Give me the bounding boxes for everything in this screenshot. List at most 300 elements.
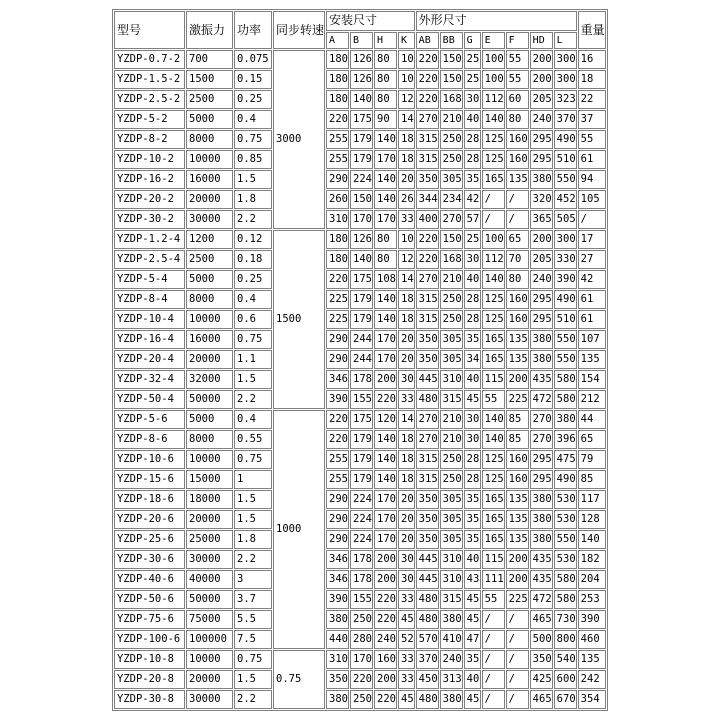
- value-cell: 10000: [186, 150, 233, 169]
- value-cell: 178: [350, 550, 373, 569]
- value-cell: 20000: [186, 350, 233, 369]
- value-cell: 178: [350, 570, 373, 589]
- value-cell: 315: [416, 310, 439, 329]
- model-cell: YZDP-10-6: [114, 450, 185, 469]
- value-cell: 244: [350, 330, 373, 349]
- model-cell: YZDP-10-4: [114, 310, 185, 329]
- value-cell: 125: [482, 450, 505, 469]
- value-cell: 75000: [186, 610, 233, 629]
- value-cell: 3: [234, 570, 272, 589]
- value-cell: 170: [350, 210, 373, 229]
- value-cell: 10: [398, 50, 415, 69]
- value-cell: 600: [554, 670, 577, 689]
- value-cell: 80: [506, 110, 529, 129]
- outline-col-g: G: [464, 32, 481, 49]
- model-cell: YZDP-2.5-2: [114, 90, 185, 109]
- value-cell: 380: [530, 510, 553, 529]
- table-row: [114, 210, 606, 229]
- table-row: [114, 350, 606, 369]
- value-cell: 390: [326, 390, 349, 409]
- value-cell: 14: [398, 270, 415, 289]
- value-cell: 55: [578, 130, 606, 149]
- value-cell: 250: [440, 310, 463, 329]
- table-row: [114, 230, 606, 249]
- value-cell: 35: [464, 530, 481, 549]
- model-cell: YZDP-5-2: [114, 110, 185, 129]
- value-cell: 365: [530, 210, 553, 229]
- value-cell: 47: [464, 630, 481, 649]
- table-row: [114, 270, 606, 289]
- value-cell: 244: [350, 350, 373, 369]
- value-cell: 0.15: [234, 70, 272, 89]
- value-cell: 210: [440, 270, 463, 289]
- outline-col-l: L: [554, 32, 577, 49]
- model-cell: YZDP-5-4: [114, 270, 185, 289]
- value-cell: 320: [530, 190, 553, 209]
- value-cell: 220: [326, 270, 349, 289]
- value-cell: 0.25: [234, 90, 272, 109]
- model-cell: YZDP-8-6: [114, 430, 185, 449]
- value-cell: 1.8: [234, 190, 272, 209]
- table-row: [114, 650, 606, 669]
- value-cell: 225: [326, 290, 349, 309]
- value-cell: 27: [578, 250, 606, 269]
- value-cell: 200: [506, 570, 529, 589]
- value-cell: 55: [506, 50, 529, 69]
- value-cell: 460: [578, 630, 606, 649]
- value-cell: 212: [578, 390, 606, 409]
- value-cell: 435: [530, 550, 553, 569]
- install-col-h: H: [374, 32, 397, 49]
- value-cell: 500: [530, 630, 553, 649]
- value-cell: 30: [464, 250, 481, 269]
- value-cell: 295: [530, 450, 553, 469]
- value-cell: 22: [578, 90, 606, 109]
- value-cell: 255: [326, 150, 349, 169]
- value-cell: 179: [350, 470, 373, 489]
- value-cell: 310: [326, 650, 349, 669]
- value-cell: 354: [578, 690, 606, 709]
- value-cell: 117: [578, 490, 606, 509]
- table-row: [114, 250, 606, 269]
- value-cell: 150: [440, 230, 463, 249]
- value-cell: 480: [416, 390, 439, 409]
- header-install: 安装尺寸: [326, 11, 415, 31]
- value-cell: 125: [482, 130, 505, 149]
- value-cell: 2.2: [234, 210, 272, 229]
- value-cell: 280: [350, 630, 373, 649]
- value-cell: 1.5: [234, 370, 272, 389]
- value-cell: 580: [554, 590, 577, 609]
- value-cell: 30: [464, 410, 481, 429]
- value-cell: 140: [374, 290, 397, 309]
- value-cell: 180: [326, 70, 349, 89]
- table-row: [114, 370, 606, 389]
- value-cell: 200: [506, 370, 529, 389]
- value-cell: 445: [416, 570, 439, 589]
- value-cell: 380: [326, 610, 349, 629]
- value-cell: 490: [554, 130, 577, 149]
- value-cell: 310: [440, 370, 463, 389]
- table-row: [114, 590, 606, 609]
- value-cell: 155: [350, 590, 373, 609]
- value-cell: 250: [440, 450, 463, 469]
- value-cell: /: [506, 610, 529, 629]
- value-cell: 112: [482, 90, 505, 109]
- value-cell: 179: [350, 310, 373, 329]
- value-cell: 80: [374, 250, 397, 269]
- value-cell: 80: [374, 70, 397, 89]
- value-cell: 0.85: [234, 150, 272, 169]
- value-cell: 315: [416, 150, 439, 169]
- value-cell: 1.5: [234, 490, 272, 509]
- value-cell: 380: [440, 610, 463, 629]
- header-outline: 外形尺寸: [416, 11, 577, 31]
- value-cell: 445: [416, 550, 439, 569]
- value-cell: 40: [464, 370, 481, 389]
- table-row: [114, 550, 606, 569]
- value-cell: 170: [374, 330, 397, 349]
- value-cell: 255: [326, 450, 349, 469]
- header-force: 激振力: [186, 11, 233, 49]
- value-cell: 346: [326, 370, 349, 389]
- value-cell: 200: [506, 550, 529, 569]
- install-col-b: B: [350, 32, 373, 49]
- model-cell: YZDP-2.5-4: [114, 250, 185, 269]
- value-cell: 440: [326, 630, 349, 649]
- value-cell: 61: [578, 310, 606, 329]
- value-cell: 5000: [186, 270, 233, 289]
- value-cell: /: [506, 630, 529, 649]
- value-cell: 108: [374, 270, 397, 289]
- value-cell: 160: [374, 650, 397, 669]
- value-cell: 65: [506, 230, 529, 249]
- value-cell: 300: [554, 230, 577, 249]
- value-cell: 390: [326, 590, 349, 609]
- value-cell: 550: [554, 350, 577, 369]
- value-cell: 140: [374, 310, 397, 329]
- value-cell: 160: [506, 290, 529, 309]
- value-cell: 125: [482, 150, 505, 169]
- value-cell: 350: [416, 530, 439, 549]
- value-cell: 140: [374, 450, 397, 469]
- value-cell: 135: [506, 490, 529, 509]
- value-cell: 168: [440, 90, 463, 109]
- value-cell: 35: [464, 490, 481, 509]
- value-cell: 1.5: [234, 670, 272, 689]
- model-cell: YZDP-50-4: [114, 390, 185, 409]
- value-cell: 170: [374, 530, 397, 549]
- value-cell: 160: [506, 470, 529, 489]
- value-cell: 20: [398, 170, 415, 189]
- value-cell: /: [578, 210, 606, 229]
- value-cell: 45: [464, 390, 481, 409]
- value-cell: 37: [578, 110, 606, 129]
- value-cell: 17: [578, 230, 606, 249]
- value-cell: 530: [554, 510, 577, 529]
- speed-cell: 1500: [273, 230, 325, 409]
- value-cell: 18: [578, 70, 606, 89]
- value-cell: 350: [416, 330, 439, 349]
- value-cell: 155: [350, 390, 373, 409]
- value-cell: 32000: [186, 370, 233, 389]
- value-cell: 20: [398, 530, 415, 549]
- value-cell: 204: [578, 570, 606, 589]
- value-cell: 1.5: [234, 510, 272, 529]
- value-cell: 0.6: [234, 310, 272, 329]
- value-cell: 85: [578, 470, 606, 489]
- value-cell: 30: [398, 550, 415, 569]
- value-cell: 25000: [186, 530, 233, 549]
- speed-cell: 3000: [273, 50, 325, 229]
- value-cell: 18: [398, 450, 415, 469]
- value-cell: 370: [554, 110, 577, 129]
- value-cell: 255: [326, 130, 349, 149]
- value-cell: 100: [482, 50, 505, 69]
- value-cell: 0.4: [234, 290, 272, 309]
- value-cell: 0.25: [234, 270, 272, 289]
- value-cell: 380: [554, 410, 577, 429]
- value-cell: 270: [530, 430, 553, 449]
- value-cell: 510: [554, 150, 577, 169]
- value-cell: 310: [440, 550, 463, 569]
- value-cell: 270: [416, 110, 439, 129]
- value-cell: 170: [374, 510, 397, 529]
- value-cell: 140: [374, 430, 397, 449]
- table-row: [114, 570, 606, 589]
- value-cell: 165: [482, 170, 505, 189]
- value-cell: 570: [416, 630, 439, 649]
- value-cell: 52: [398, 630, 415, 649]
- value-cell: 2500: [186, 90, 233, 109]
- value-cell: /: [482, 670, 505, 689]
- value-cell: 175: [350, 110, 373, 129]
- value-cell: 0.4: [234, 410, 272, 429]
- value-cell: 18: [398, 130, 415, 149]
- value-cell: 380: [440, 690, 463, 709]
- value-cell: /: [506, 670, 529, 689]
- value-cell: 33: [398, 210, 415, 229]
- value-cell: 170: [374, 350, 397, 369]
- value-cell: 35: [464, 170, 481, 189]
- value-cell: 10000: [186, 650, 233, 669]
- value-cell: 135: [506, 530, 529, 549]
- value-cell: 305: [440, 170, 463, 189]
- value-cell: 180: [326, 50, 349, 69]
- value-cell: 315: [440, 390, 463, 409]
- value-cell: 380: [530, 530, 553, 549]
- value-cell: 107: [578, 330, 606, 349]
- value-cell: 1.5: [234, 170, 272, 189]
- value-cell: 140: [350, 250, 373, 269]
- value-cell: 270: [416, 430, 439, 449]
- value-cell: 126: [350, 230, 373, 249]
- model-cell: YZDP-30-6: [114, 550, 185, 569]
- value-cell: 270: [416, 270, 439, 289]
- value-cell: 15000: [186, 470, 233, 489]
- value-cell: 160: [506, 150, 529, 169]
- value-cell: 94: [578, 170, 606, 189]
- model-cell: YZDP-5-6: [114, 410, 185, 429]
- value-cell: 730: [554, 610, 577, 629]
- value-cell: 112: [482, 250, 505, 269]
- value-cell: 220: [326, 430, 349, 449]
- value-cell: 300: [554, 50, 577, 69]
- value-cell: 425: [530, 670, 553, 689]
- value-cell: 165: [482, 530, 505, 549]
- value-cell: 450: [416, 670, 439, 689]
- value-cell: 79: [578, 450, 606, 469]
- value-cell: 1: [234, 470, 272, 489]
- value-cell: 45: [398, 690, 415, 709]
- value-cell: 400: [416, 210, 439, 229]
- value-cell: 290: [326, 510, 349, 529]
- value-cell: 50000: [186, 390, 233, 409]
- value-cell: 315: [416, 450, 439, 469]
- value-cell: 0.18: [234, 250, 272, 269]
- value-cell: 105: [578, 190, 606, 209]
- model-cell: YZDP-20-2: [114, 190, 185, 209]
- value-cell: 135: [506, 330, 529, 349]
- model-cell: YZDP-1.5-2: [114, 70, 185, 89]
- value-cell: 1500: [186, 70, 233, 89]
- value-cell: 80: [374, 50, 397, 69]
- value-cell: 530: [554, 490, 577, 509]
- value-cell: 290: [326, 350, 349, 369]
- value-cell: 25: [464, 230, 481, 249]
- value-cell: 180: [326, 230, 349, 249]
- outline-col-hd: HD: [530, 32, 553, 49]
- value-cell: 475: [554, 450, 577, 469]
- value-cell: 480: [416, 690, 439, 709]
- value-cell: 346: [326, 570, 349, 589]
- value-cell: 10000: [186, 310, 233, 329]
- value-cell: 35: [464, 650, 481, 669]
- value-cell: 182: [578, 550, 606, 569]
- value-cell: 45: [464, 690, 481, 709]
- value-cell: 45: [464, 590, 481, 609]
- value-cell: 135: [578, 350, 606, 369]
- model-cell: YZDP-1.2-4: [114, 230, 185, 249]
- value-cell: /: [482, 690, 505, 709]
- model-cell: YZDP-16-2: [114, 170, 185, 189]
- value-cell: 255: [326, 470, 349, 489]
- value-cell: 0.075: [234, 50, 272, 69]
- table-row: [114, 690, 606, 709]
- table-row: [114, 430, 606, 449]
- value-cell: 80: [374, 230, 397, 249]
- value-cell: 20: [398, 350, 415, 369]
- model-cell: YZDP-30-8: [114, 690, 185, 709]
- value-cell: 179: [350, 430, 373, 449]
- table-row: [114, 90, 606, 109]
- value-cell: 370: [416, 650, 439, 669]
- value-cell: 0.75: [234, 330, 272, 349]
- table-row: [114, 450, 606, 469]
- value-cell: /: [482, 650, 505, 669]
- value-cell: 220: [416, 250, 439, 269]
- value-cell: 135: [506, 170, 529, 189]
- value-cell: 205: [530, 250, 553, 269]
- value-cell: 8000: [186, 290, 233, 309]
- value-cell: 250: [440, 150, 463, 169]
- table-row: [114, 330, 606, 349]
- value-cell: 200: [374, 570, 397, 589]
- value-cell: 33: [398, 670, 415, 689]
- value-cell: 60: [506, 90, 529, 109]
- value-cell: 16000: [186, 330, 233, 349]
- table-row: [114, 490, 606, 509]
- value-cell: 80: [374, 90, 397, 109]
- value-cell: 270: [530, 410, 553, 429]
- value-cell: 580: [554, 390, 577, 409]
- value-cell: 305: [440, 490, 463, 509]
- value-cell: 452: [554, 190, 577, 209]
- value-cell: 3.7: [234, 590, 272, 609]
- value-cell: /: [506, 210, 529, 229]
- value-cell: 290: [326, 490, 349, 509]
- value-cell: 30: [398, 570, 415, 589]
- value-cell: 220: [416, 230, 439, 249]
- value-cell: 160: [506, 450, 529, 469]
- value-cell: 55: [506, 70, 529, 89]
- value-cell: 40: [464, 550, 481, 569]
- model-cell: YZDP-75-6: [114, 610, 185, 629]
- value-cell: 290: [326, 330, 349, 349]
- table-row: [114, 190, 606, 209]
- value-cell: 18: [398, 430, 415, 449]
- value-cell: 140: [374, 170, 397, 189]
- value-cell: 175: [350, 410, 373, 429]
- value-cell: 100000: [186, 630, 233, 649]
- value-cell: 55: [482, 590, 505, 609]
- value-cell: 42: [578, 270, 606, 289]
- value-cell: 330: [554, 250, 577, 269]
- value-cell: 80: [506, 270, 529, 289]
- value-cell: 2.2: [234, 690, 272, 709]
- value-cell: 135: [506, 350, 529, 369]
- value-cell: 465: [530, 690, 553, 709]
- value-cell: 126: [350, 50, 373, 69]
- value-cell: 65: [578, 430, 606, 449]
- value-cell: 33: [398, 650, 415, 669]
- value-cell: 270: [440, 210, 463, 229]
- value-cell: 380: [530, 350, 553, 369]
- model-cell: YZDP-16-4: [114, 330, 185, 349]
- value-cell: 85: [506, 430, 529, 449]
- value-cell: 210: [440, 430, 463, 449]
- value-cell: 580: [554, 370, 577, 389]
- value-cell: 300: [554, 70, 577, 89]
- value-cell: 160: [506, 130, 529, 149]
- value-cell: 505: [554, 210, 577, 229]
- model-cell: YZDP-15-6: [114, 470, 185, 489]
- value-cell: 28: [464, 130, 481, 149]
- value-cell: 140: [578, 530, 606, 549]
- table-row: [114, 630, 606, 649]
- value-cell: 10: [398, 70, 415, 89]
- value-cell: 220: [350, 670, 373, 689]
- value-cell: 240: [440, 650, 463, 669]
- value-cell: 10: [398, 230, 415, 249]
- value-cell: 18: [398, 150, 415, 169]
- value-cell: 33: [398, 590, 415, 609]
- value-cell: 33: [398, 390, 415, 409]
- value-cell: 323: [554, 90, 577, 109]
- value-cell: 350: [530, 650, 553, 669]
- value-cell: 90: [374, 110, 397, 129]
- outline-col-ab: AB: [416, 32, 439, 49]
